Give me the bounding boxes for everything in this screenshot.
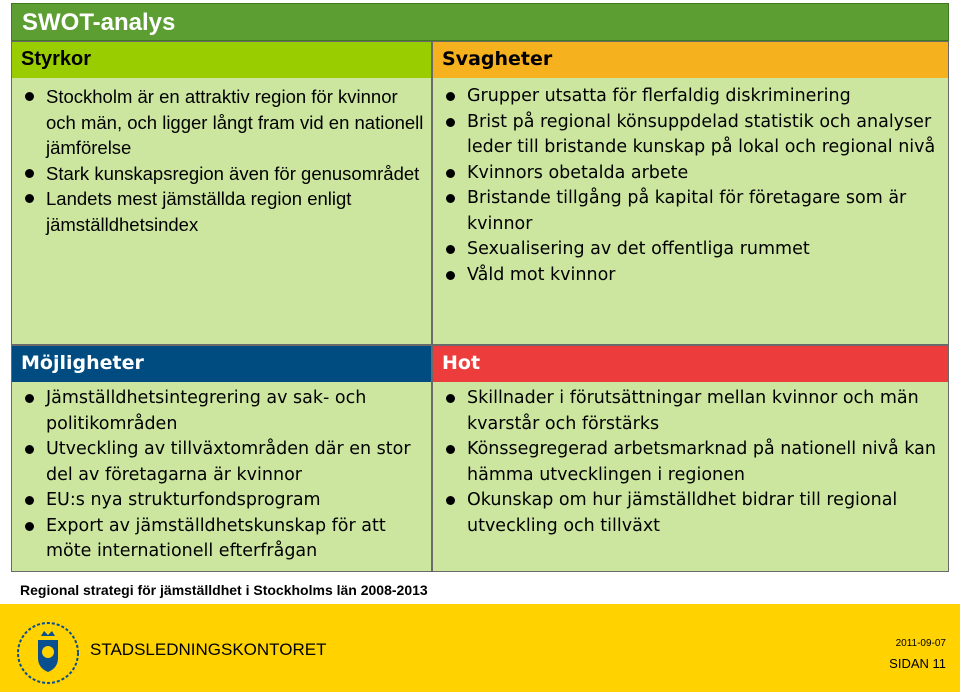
page-number: SIDAN 11 bbox=[889, 656, 946, 671]
department-name: STADSLEDNINGSKONTORET bbox=[90, 640, 327, 659]
bullet-icon bbox=[446, 118, 455, 127]
list-item: Bristande tillgång på kapital för företagare som är kvinnor bbox=[433, 186, 942, 237]
weaknesses-heading: Svagheter bbox=[442, 48, 553, 70]
bullet-icon bbox=[446, 169, 455, 178]
bullet-icon bbox=[446, 445, 455, 454]
title-bar bbox=[11, 3, 949, 41]
list-item: Utveckling av tillväxtområden där en stor del av företagarna är kvinnor bbox=[12, 437, 425, 488]
weaknesses-quadrant bbox=[432, 41, 949, 345]
opportunities-heading: Möjligheter bbox=[21, 352, 144, 374]
opportunities-quadrant bbox=[11, 345, 432, 572]
weaknesses-list bbox=[433, 84, 942, 288]
threats-list bbox=[433, 386, 942, 539]
list-item: Grupper utsatta för flerfaldig diskriminering bbox=[433, 84, 942, 110]
weaknesses-header bbox=[433, 42, 948, 78]
bullet-icon bbox=[25, 496, 34, 505]
bullet-icon bbox=[25, 394, 34, 403]
threats-heading: Hot bbox=[442, 352, 481, 374]
list-item: Jämställdhetsintegrering av sak- och politikområden bbox=[12, 386, 425, 437]
list-item: Landets mest jämställda region enligt jämställdhetsindex bbox=[12, 186, 425, 237]
threats-quadrant bbox=[432, 345, 949, 572]
list-item: Könssegregerad arbetsmarknad på nationell nivå kan hämma utvecklingen i regionen bbox=[433, 437, 942, 488]
threats-header bbox=[433, 346, 948, 382]
stockholm-city-logo bbox=[10, 618, 86, 688]
opportunities-header bbox=[12, 346, 431, 382]
slide-date: 2011-09-07 bbox=[895, 638, 946, 649]
bullet-icon bbox=[25, 92, 34, 101]
strategy-caption: Regional strategi för jämställdhet i Stockholms län 2008-2013 bbox=[20, 582, 428, 598]
list-item: Sexualisering av det offentliga rummet bbox=[433, 237, 942, 263]
bullet-icon bbox=[25, 522, 34, 531]
strengths-list bbox=[12, 84, 425, 237]
bullet-icon bbox=[25, 445, 34, 454]
list-item: Stockholm är en attraktiv region för kvinnor och män, och ligger långt fram vid en nationell jämförelse bbox=[12, 84, 425, 161]
bullet-icon bbox=[446, 394, 455, 403]
bullet-icon bbox=[446, 194, 455, 203]
bullet-icon bbox=[446, 271, 455, 280]
strengths-header bbox=[12, 42, 431, 78]
list-item: Kvinnors obetalda arbete bbox=[433, 161, 942, 187]
list-item: EU:s nya strukturfondsprogram bbox=[12, 488, 425, 514]
bullet-icon bbox=[446, 92, 455, 101]
list-item: Våld mot kvinnor bbox=[433, 263, 942, 289]
list-item: Skillnader i förutsättningar mellan kvinnor och män kvarstår och förstärks bbox=[433, 386, 942, 437]
opportunities-list bbox=[12, 386, 425, 565]
list-item: Okunskap om hur jämställdhet bidrar till regional utveckling och tillväxt bbox=[433, 488, 942, 539]
strengths-quadrant bbox=[11, 41, 432, 345]
bullet-icon bbox=[446, 245, 455, 254]
list-item: Brist på regional könsuppdelad statistik och analyser leder till bristande kunskap på lokal och regional nivå bbox=[433, 110, 942, 161]
strengths-heading: Styrkor bbox=[21, 48, 92, 70]
bullet-icon bbox=[446, 496, 455, 505]
bullet-icon bbox=[25, 194, 34, 203]
list-item: Stark kunskapsregion även för genusområdet bbox=[12, 161, 425, 187]
page-title: SWOT-analys bbox=[22, 9, 176, 36]
bullet-icon bbox=[25, 169, 34, 178]
list-item: Export av jämställdhetskunskap för att möte internationell efterfrågan bbox=[12, 514, 425, 565]
